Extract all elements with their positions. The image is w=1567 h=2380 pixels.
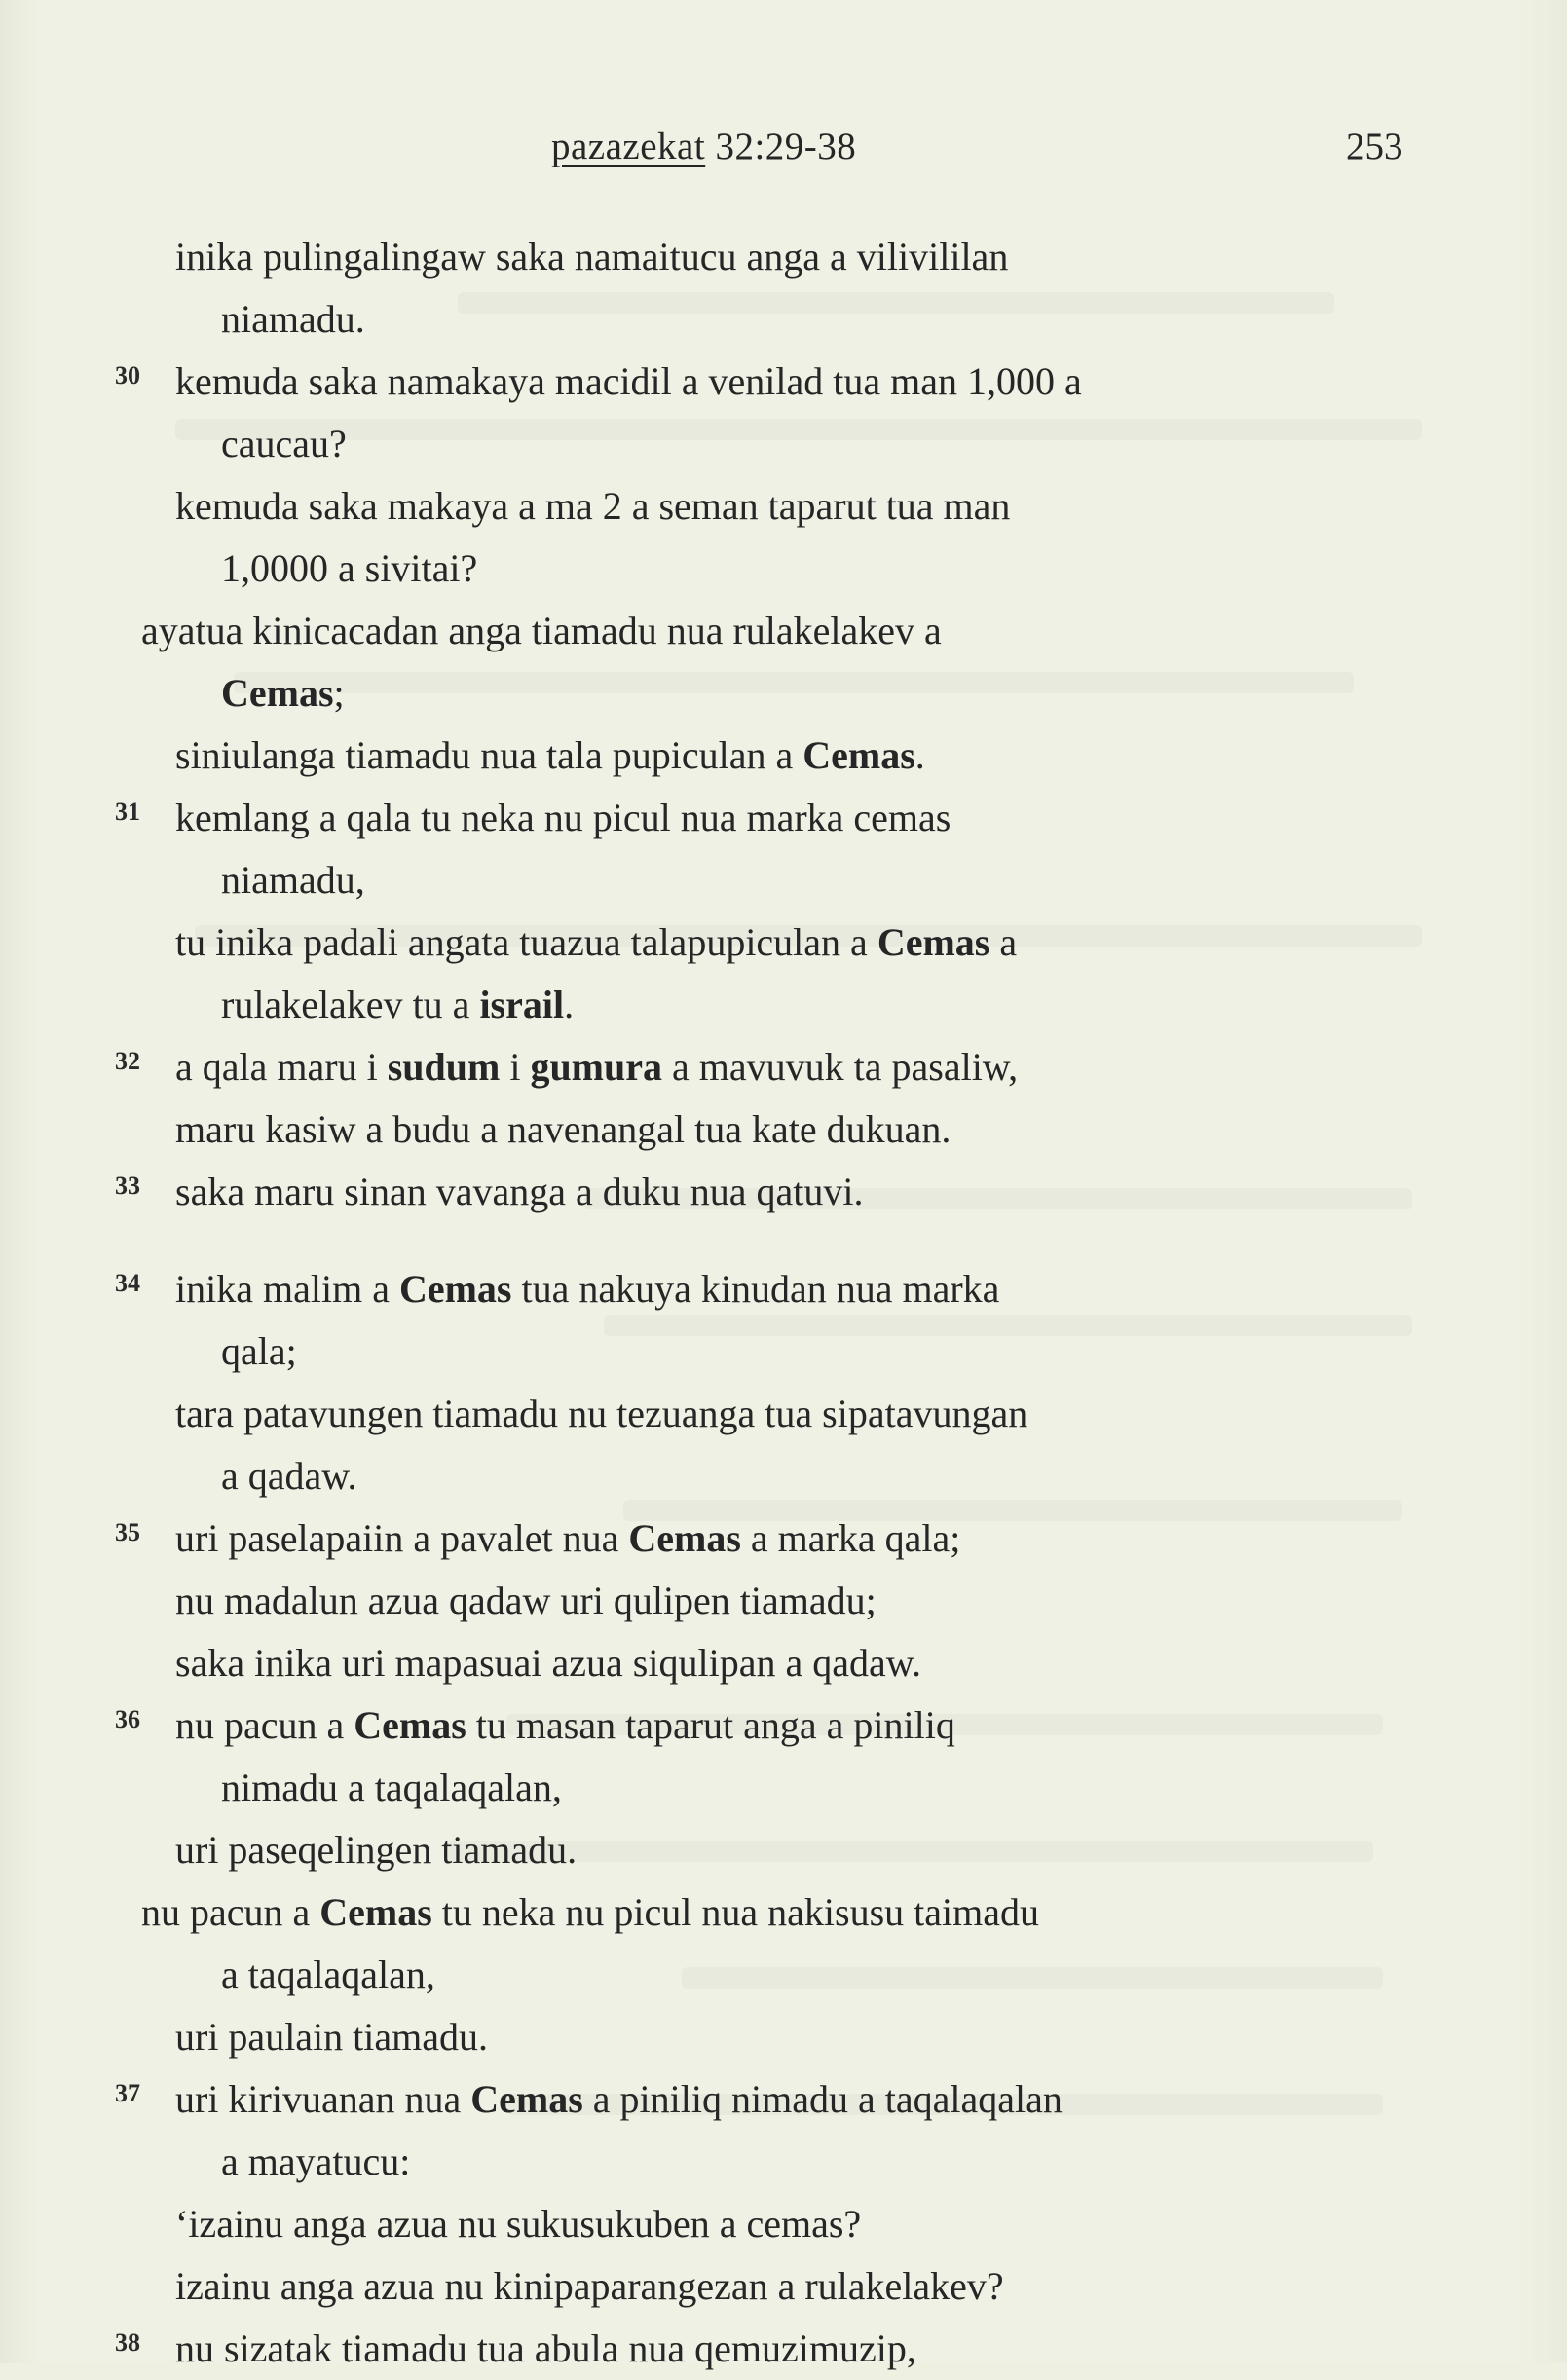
- text-segment: izainu anga azua nu kinipaparangezan a rulakelakev?: [175, 2264, 1004, 2308]
- text-line: [136, 1632, 1432, 1694]
- text-line: [115, 351, 1432, 413]
- text-segment: siniulanga tiamadu nua tala pupiculan a: [175, 733, 803, 777]
- text-segment: inika pulingalingaw saka namaitucu anga a vilivililan: [175, 235, 1009, 279]
- text-line: [136, 288, 1432, 351]
- text-segment: 1,0000 a sivitai?: [221, 546, 478, 590]
- text-line: [136, 1383, 1432, 1445]
- text-line: [115, 1036, 1432, 1098]
- text-line: [136, 849, 1432, 911]
- text-line: [115, 2068, 1432, 2131]
- text-segment: tu neka nu picul nua nakisusu taimadu: [431, 1890, 1039, 1934]
- bold-term: israil: [479, 983, 565, 1026]
- verse-number: 36: [115, 1705, 140, 1733]
- text-segment: nimadu a taqalaqalan,: [221, 1766, 562, 1809]
- running-head: [551, 125, 856, 168]
- page-number: 253: [1346, 126, 1403, 167]
- bold-term: gumura: [530, 1045, 663, 1089]
- text-line: [136, 974, 1432, 1036]
- text-segment: inika malim a: [175, 1267, 399, 1311]
- verse-number: 31: [115, 798, 140, 826]
- text-line: [136, 2131, 1432, 2193]
- text-line: [136, 2006, 1432, 2068]
- bold-term: sudum: [387, 1045, 501, 1089]
- text-segment: tara patavungen tiamadu nu tezuanga tua sipatavungan: [175, 1392, 1028, 1435]
- text-line: [136, 662, 1432, 725]
- text-segment: kemuda saka makaya a ma 2 a seman taparut tua man: [175, 484, 1011, 528]
- text-line: [136, 2255, 1432, 2318]
- running-head-reference: 32:29-38: [705, 126, 857, 167]
- text-line: [136, 413, 1432, 475]
- verse-number: 32: [115, 1047, 140, 1075]
- text-line: [115, 787, 1432, 849]
- text-segment: a qala maru i: [175, 1045, 388, 1089]
- text-line: [136, 1881, 1432, 1944]
- bold-term: Cemas: [628, 1516, 741, 1560]
- text-segment: ;: [333, 671, 345, 715]
- text-line: [115, 2318, 1432, 2380]
- text-segment: rulakelakev tu a: [221, 983, 480, 1026]
- text-segment: nu pacun a: [175, 1703, 354, 1747]
- stanza-break: [136, 1223, 1432, 1258]
- text-segment: saka maru sinan vavanga a duku nua qatuvi.: [175, 1170, 864, 1213]
- text-line: [136, 1098, 1432, 1161]
- text-segment: a mayatucu:: [221, 2139, 411, 2183]
- text-line: [136, 538, 1432, 600]
- bold-term: Cemas: [398, 1267, 512, 1311]
- text-line: [136, 1944, 1432, 2006]
- text-line: [115, 1161, 1432, 1223]
- text-line: [136, 600, 1432, 662]
- text-line: [115, 1507, 1432, 1570]
- text-segment: i: [500, 1045, 531, 1089]
- verse-number: 33: [115, 1171, 140, 1200]
- poem-text: [115, 226, 1432, 2380]
- text-segment: uri kirivuanan nua: [175, 2077, 471, 2121]
- text-segment: a taqalaqalan,: [221, 1952, 435, 1996]
- text-segment: qala;: [221, 1329, 297, 1373]
- bold-term: Cemas: [354, 1703, 466, 1747]
- text-segment: ayatua kinicacadan anga tiamadu nua rulakelakev a: [141, 609, 942, 652]
- verse-number: 37: [115, 2079, 140, 2107]
- verse-number: 35: [115, 1518, 140, 1546]
- text-line: [115, 1694, 1432, 1757]
- text-segment: tua nakuya kinudan nua marka: [511, 1267, 1000, 1311]
- text-segment: tu masan taparut anga a piniliq: [466, 1703, 955, 1747]
- text-line: [136, 725, 1432, 787]
- bold-term: Cemas: [802, 733, 915, 777]
- text-segment: uri paseqelingen tiamadu.: [175, 1828, 578, 1872]
- bold-term: Cemas: [877, 920, 990, 964]
- text-segment: maru kasiw a budu a navenangal tua kate dukuan.: [175, 1107, 951, 1151]
- text-line: [136, 1819, 1432, 1881]
- verse-number: 30: [115, 361, 140, 390]
- text-segment: uri paulain tiamadu.: [175, 2015, 489, 2059]
- text-segment: nu sizatak tiamadu tua abula nua qemuzimuzip,: [175, 2326, 916, 2370]
- text-line: [136, 1320, 1432, 1383]
- text-line: [136, 475, 1432, 538]
- text-segment: kemuda saka namakaya macidil a venilad tua man 1,000 a: [175, 359, 1082, 403]
- text-segment: a qadaw.: [221, 1454, 357, 1498]
- text-segment: kemlang a qala tu neka nu picul nua marka cemas: [175, 796, 951, 839]
- bold-term: Cemas: [470, 2077, 583, 2121]
- text-segment: .: [564, 983, 575, 1026]
- text-segment: niamadu.: [221, 297, 365, 341]
- text-line: [136, 911, 1432, 974]
- text-segment: .: [914, 733, 925, 777]
- text-segment: a: [989, 920, 1018, 964]
- text-line: [136, 226, 1432, 288]
- text-line: [136, 1445, 1432, 1507]
- text-line: [136, 1570, 1432, 1632]
- text-segment: saka inika uri mapasuai azua siqulipan a qadaw.: [175, 1641, 922, 1685]
- bold-term: Cemas: [319, 1890, 432, 1934]
- text-segment: a piniliq nimadu a taqalaqalan: [582, 2077, 1063, 2121]
- text-segment: nu madalun azua qadaw uri qulipen tiamadu;: [175, 1579, 877, 1622]
- text-segment: a marka qala;: [740, 1516, 961, 1560]
- bold-term: Cemas: [221, 671, 334, 715]
- text-line: [115, 1258, 1432, 1320]
- text-segment: niamadu,: [221, 858, 365, 902]
- text-line: [136, 2193, 1432, 2255]
- text-segment: nu pacun a: [141, 1890, 320, 1934]
- text-line: [136, 1757, 1432, 1819]
- running-head-book: pazazekat: [551, 126, 706, 167]
- page-header: [0, 125, 1567, 173]
- text-segment: a mavuvuk ta pasaliw,: [662, 1045, 1019, 1089]
- text-segment: tu inika padali angata tuazua talapupiculan a: [175, 920, 877, 964]
- verse-number: 38: [115, 2328, 140, 2357]
- text-segment: caucau?: [221, 422, 347, 465]
- text-segment: uri paselapaiin a pavalet nua: [175, 1516, 629, 1560]
- verse-number: 34: [115, 1269, 140, 1297]
- text-segment: ‘izainu anga azua nu sukusukuben a cemas?: [175, 2202, 862, 2246]
